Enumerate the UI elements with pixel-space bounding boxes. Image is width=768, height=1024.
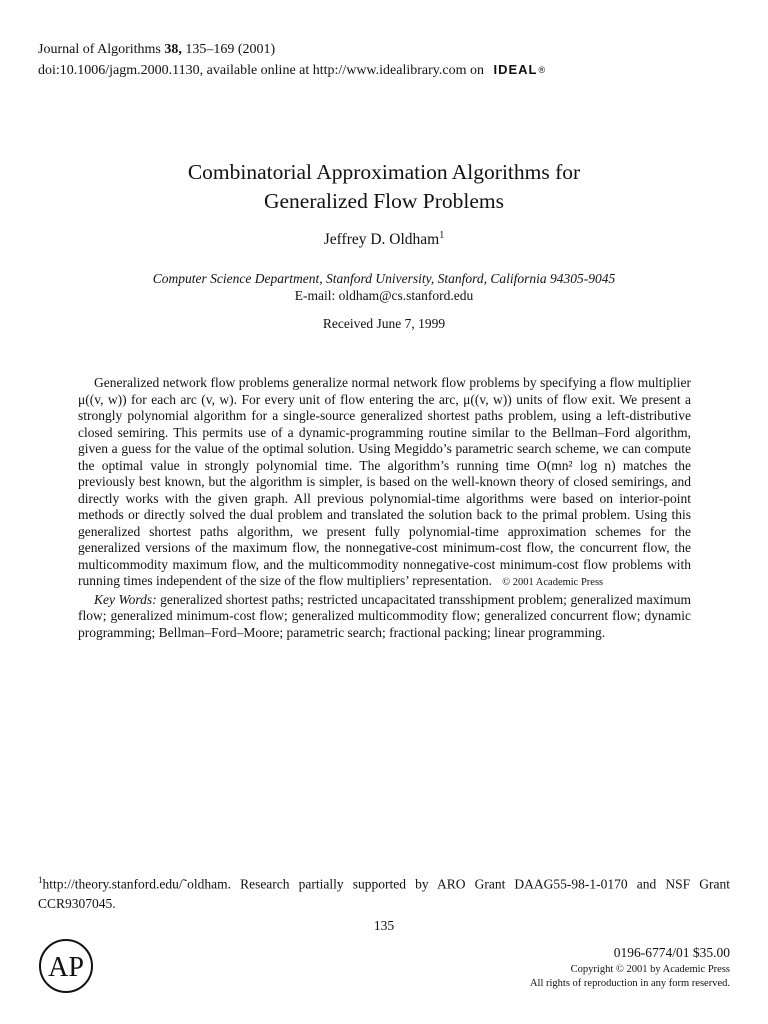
journal-header xyxy=(38,40,546,81)
abstract-text: Generalized network flow problems generalize normal network flow problems by specifying a flow multiplier μ((v, w)) for each arc (v, w). For every unit of flow entering the arc, μ((v, w)) units of flow exit. We present a strongly polynomial algorithm for a single-source generalized shortest paths problem, using a left-distributive closed semiring. This permits use of a dynamic-programming routine similar to the Bellman–Ford algorithm, given a guess for the value of the optimal solution. Using Megiddo’s parametric search scheme, we can compute the optimal value in strongly polynomial time. The algorithm’s running time O(mn² log n) matches the previously best known, but the algorithm is simpler, is based on the well-known theory of closed semirings, and directly works with the given graph. All previous polynomial-time algorithms were based on interior-point methods or directly solved the dual problem and translated the solution back to the primal problem. Using this generalized shortest paths algorithm, we present fully polynomial-time approximation schemes for the generalized versions of the maximum flow, the nonnegative-cost minimum-cost flow, the concurrent flow, the multicommodity maximum flow, and the multicommodity nonnegative-cost minimum-cost flow problems with running times independent of the size of the flow multipliers’ representation. xyxy=(78,375,691,588)
footnote xyxy=(38,871,730,913)
author-footnote-mark: 1 xyxy=(439,230,445,241)
title-line-2: Generalized Flow Problems xyxy=(263,189,505,213)
publisher-logo-text: AP xyxy=(48,952,84,983)
keywords-label: Key Words: xyxy=(94,591,157,607)
received-date: Received June 7, 1999 xyxy=(322,316,446,331)
page-number: 135 xyxy=(373,918,395,933)
author xyxy=(0,230,768,249)
footnote-mark: 1 xyxy=(38,875,43,885)
paper-title xyxy=(0,158,768,216)
registered-mark: ® xyxy=(538,65,547,75)
journal-name: Journal of Algorithms xyxy=(38,42,161,57)
academic-press-logo xyxy=(38,938,94,994)
abstract xyxy=(78,375,691,641)
footer-copyright xyxy=(530,963,730,991)
author-name: Jeffrey D. Oldham xyxy=(323,231,440,249)
affiliation xyxy=(0,270,768,304)
keywords xyxy=(78,592,691,642)
copyright-line: Copyright © 2001 by Academic Press xyxy=(570,964,730,975)
issn-price: 0196-6774/01 $35.00 xyxy=(613,945,730,960)
footnote-text: http://theory.stanford.edu/˜oldham. Research partially supported by ARO Grant DAAG55-98-1-0170 and NSF Grant CCR9307045. xyxy=(38,876,730,911)
journal-volume: 38, xyxy=(164,42,182,57)
ideal-logo xyxy=(493,60,546,80)
abstract-paragraph xyxy=(78,375,691,592)
affiliation-department: Computer Science Department, Stanford University, Stanford, California 94305-9045 xyxy=(152,271,616,286)
doi-line[interactable]: doi:10.1006/jagm.2000.1130, available online at http://www.idealibrary.com on xyxy=(38,63,484,78)
journal-pages: 135–169 (2001) xyxy=(185,42,276,57)
ideal-logo-text: IDEAL xyxy=(493,62,538,77)
affiliation-email: E-mail: oldham@cs.stanford.edu xyxy=(294,288,474,303)
abstract-copyright: © 2001 Academic Press xyxy=(502,577,604,588)
title-line-1: Combinatorial Approximation Algorithms for xyxy=(187,160,581,184)
rights-line: All rights of reproduction in any form reserved. xyxy=(529,978,730,989)
doi-line-row xyxy=(38,60,546,81)
journal-citation xyxy=(38,40,546,60)
keywords-text: generalized shortest paths; restricted uncapacitated transshipment problem; generalized maximum flow; generalized minimum-cost flow; generalized multicommodity flow; generalized concurrent flow; dynamic programming; Bellman–Ford–Moore; parametric search; fractional packing; linear programming. xyxy=(78,591,692,640)
